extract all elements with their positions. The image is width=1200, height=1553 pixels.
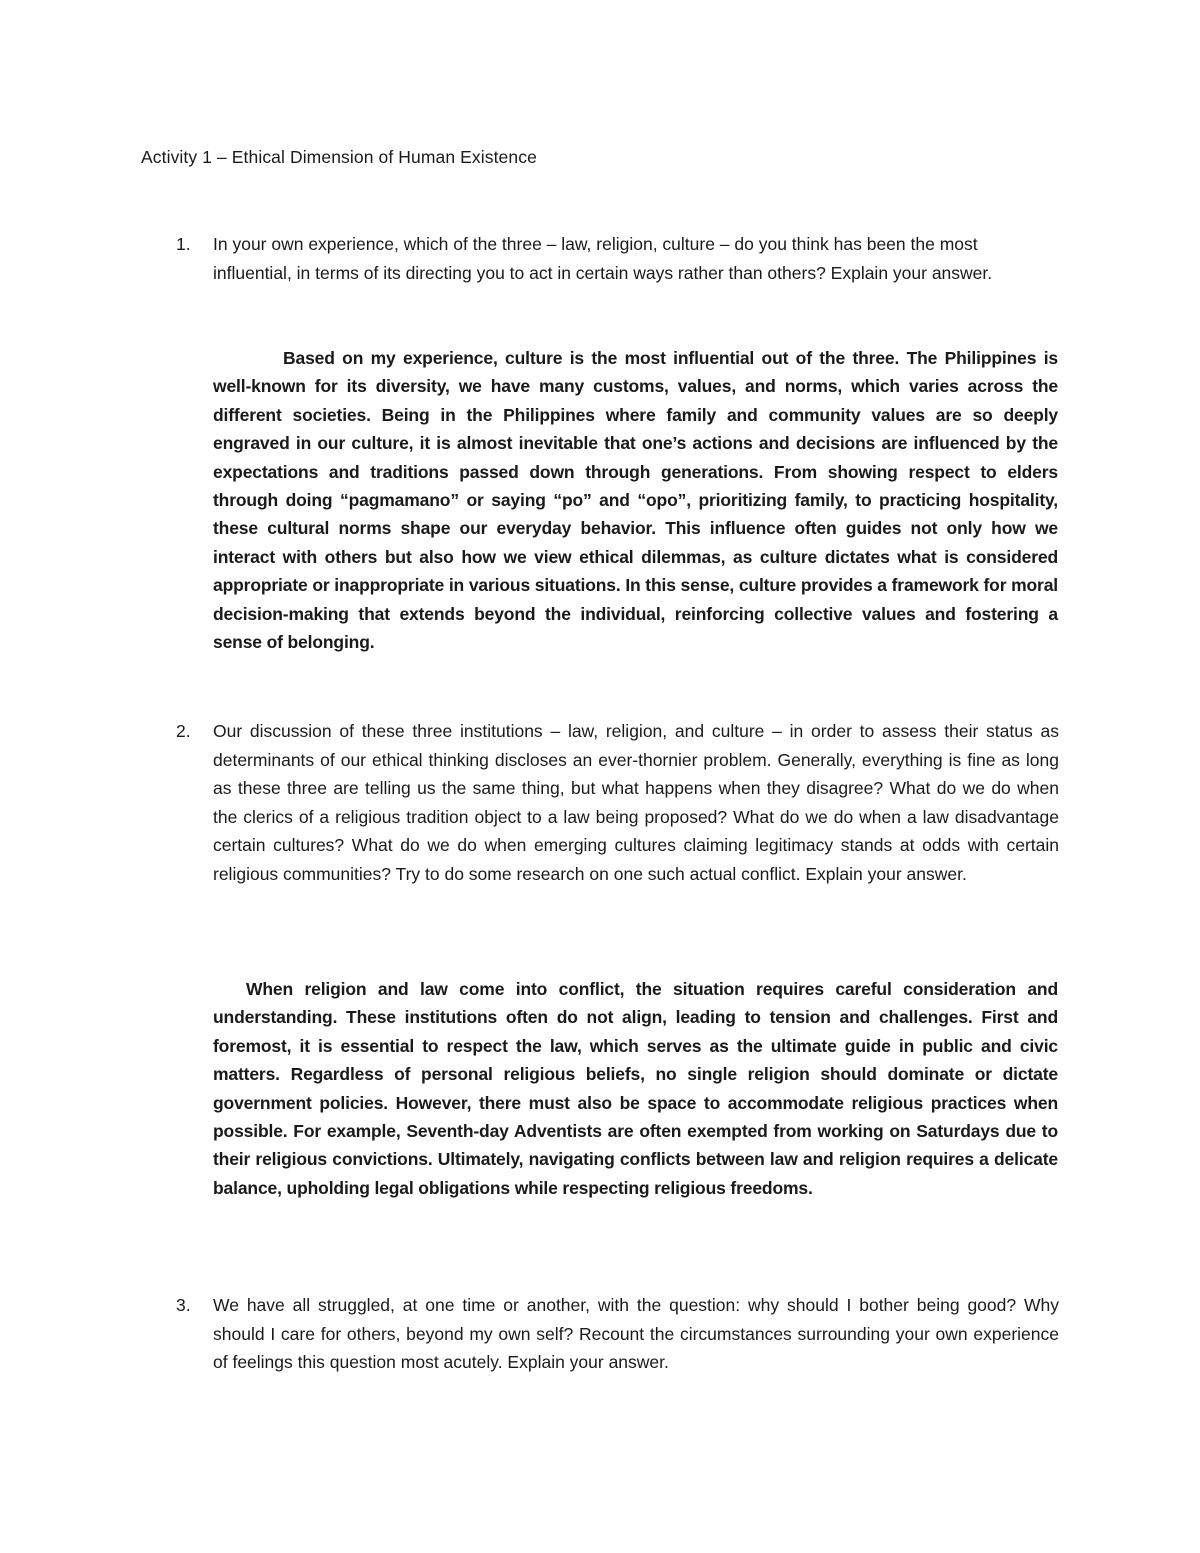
question-2 [141, 717, 1059, 889]
document-title: Activity 1 – Ethical Dimension of Human Existence [141, 147, 537, 167]
question-1 [141, 230, 1041, 287]
answer-2: When religion and law come into conflict, the situation requires careful consideration and understanding. These institutions often do not align, leading to tension and challenges. First and foremost, it is essential to respect the law, which serves as the ultimate guide in public and civic matters. Regardless of personal religious beliefs, no single religion should dominate or dictate government policies. However, there must also be space to accommodate religious practices when possible. For example, Seventh-day Adventists are often exempted from working on Saturdays due to their religious convictions. Ultimately, navigating conflicts between law and religion requires a delicate balance, upholding legal obligations while respecting religious freedoms. [213, 979, 1058, 1198]
question-text: In your own experience, which of the three – law, religion, culture – do you think has been the most influential, in terms of its directing you to act in certain ways rather than others? Explain your answer. [213, 234, 993, 283]
question-number: 3. [176, 1295, 191, 1315]
question-number: 1. [176, 234, 191, 254]
answer-1: Based on my experience, culture is the most influential out of the three. The Philippines is well-known for its diversity, we have many customs, values, and norms, which varies across the different societies. Being in the Philippines where family and community values are so deeply engraved in our culture, it is almost inevitable that one’s actions and decisions are influenced by the expectations and traditions passed down through generations. From showing respect to elders through doing “pagmamano” or saying “po” and “opo”, prioritizing family, to practicing hospitality, these cultural norms shape our everyday behavior. This influence often guides not only how we interact with others but also how we view ethical dilemmas, as culture dictates what is considered appropriate or inappropriate in various situations. In this sense, culture provides a framework for moral decision-making that extends beyond the individual, reinforcing collective values and fostering a sense of belonging. [213, 348, 1058, 653]
question-text: Our discussion of these three institutions – law, religion, and culture – in order to assess their status as determinants of our ethical thinking discloses an ever-thornier problem. Generally, everything is fine as long as these three are telling us the same thing, but what happens when they disagree? What do we do when the clerics of a religious tradition object to a law being proposed? What do we do when a law disadvantage certain cultures? What do we do when emerging cultures claiming legitimacy stands at odds with certain religious communities? Try to do some research on one such actual conflict. Explain your answer. [213, 721, 1059, 884]
question-3 [141, 1291, 1059, 1377]
question-text: We have all struggled, at one time or another, with the question: why should I bother being good? Why should I care for others, beyond my own self? Recount the circumstances surrounding your own experience of feelings this question most acutely. Explain your answer. [213, 1295, 1059, 1373]
question-number: 2. [176, 721, 191, 741]
